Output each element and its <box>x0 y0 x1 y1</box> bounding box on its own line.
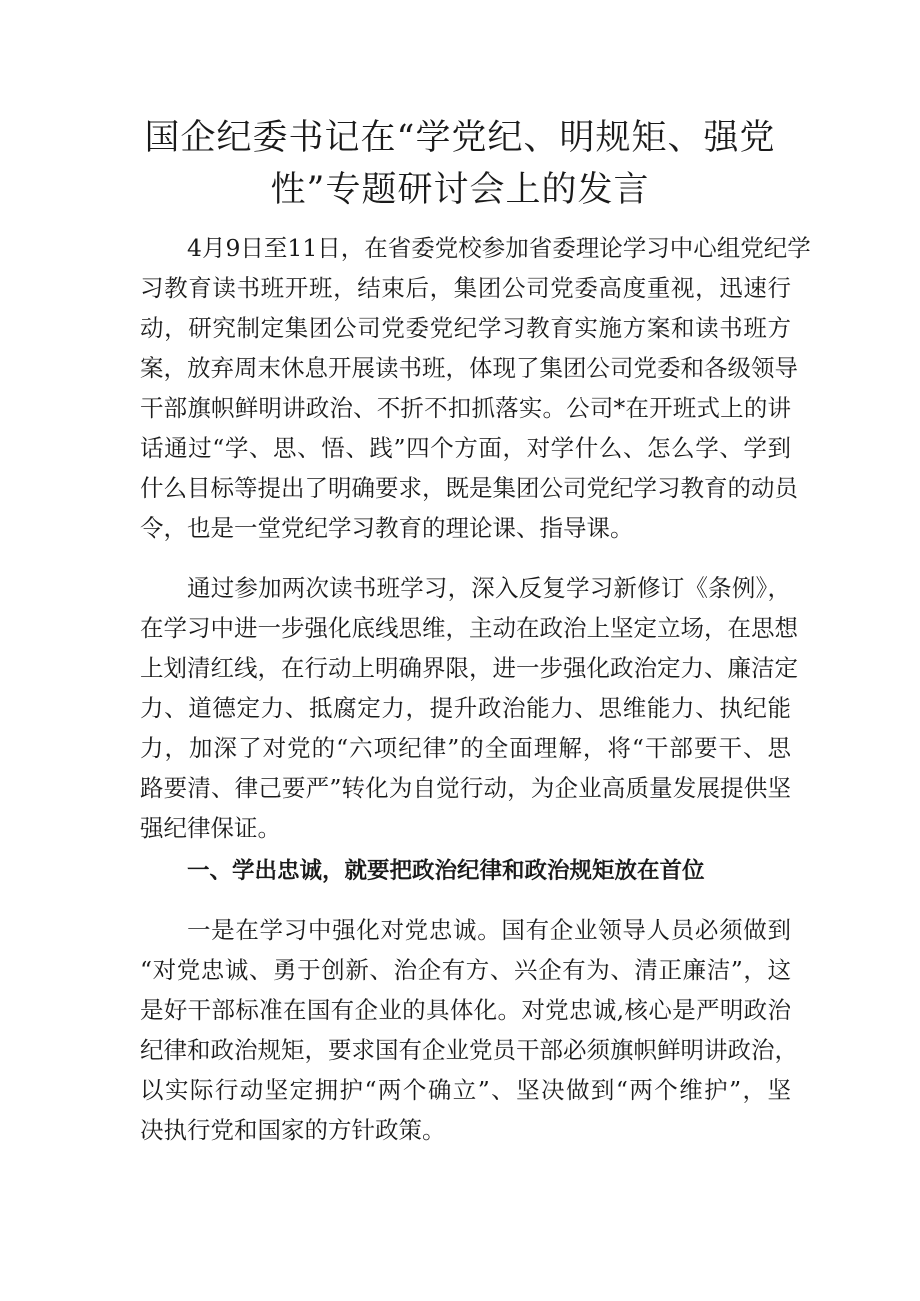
paragraph-line: 话通过“学、思、悟、践”四个方面，对学什么、怎么学、学到 <box>140 434 791 462</box>
paragraph-line: 力、道德定力、抵腐定力，提升政治能力、思维能力、执纪能 <box>140 694 791 722</box>
document-title-line-2: 性”专题研讨会上的发言 <box>270 170 650 210</box>
paragraph-line: 4月9日至11日，在省委党校参加省委理论学习中心组党纪学 <box>187 234 811 262</box>
paragraph-line: “对党忠诚、勇于创新、治企有方、兴企有为、清正廉洁”，这 <box>140 956 791 984</box>
paragraph-line: 是好干部标准在国有企业的具体化。对党忠诚,核心是严明政治 <box>140 996 791 1024</box>
paragraph-line: 干部旗帜鲜明讲政治、不折不扣抓落实。公司*在开班式上的讲 <box>140 394 791 422</box>
paragraph-line: 令，也是一堂党纪学习教育的理论课、指导课。 <box>140 514 634 542</box>
paragraph-line: 纪律和政治规矩，要求国有企业党员干部必须旗帜鲜明讲政治， <box>140 1036 798 1064</box>
paragraph-line: 在学习中进一步强化底线思维，主动在政治上坚定立场，在思想 <box>140 614 798 642</box>
paragraph-line: 力，加深了对党的“六项纪律”的全面理解，将“干部要干、思 <box>140 734 791 762</box>
paragraph-line: 路要清、律己要严”转化为自觉行动，为企业高质量发展提供坚 <box>140 774 791 802</box>
document-title-line-1: 国企纪委书记在“学党纪、明规矩、强党 <box>144 118 776 158</box>
paragraph-line: 动，研究制定集团公司党委党纪学习教育实施方案和读书班方 <box>140 314 791 342</box>
paragraph-line: 习教育读书班开班，结束后，集团公司党委高度重视，迅速行 <box>140 274 791 302</box>
paragraph-line: 通过参加两次读书班学习，深入反复学习新修订《条例》， <box>187 574 791 602</box>
paragraph-line: 什么目标等提出了明确要求，既是集团公司党纪学习教育的动员 <box>140 474 798 502</box>
paragraph-line: 强纪律保证。 <box>140 814 281 842</box>
paragraph-line: 上划清红线，在行动上明确界限，进一步强化政治定力、廉洁定 <box>140 654 798 682</box>
paragraph-line: 以实际行动坚定拥护“两个确立”、坚决做到“两个维护”，坚 <box>140 1076 791 1104</box>
paragraph-line: 一是在学习中强化对党忠诚。国有企业领导人员必须做到 <box>187 916 791 944</box>
paragraph-line: 决执行党和国家的方针政策。 <box>140 1116 446 1144</box>
section-heading: 一、学出忠诚，就要把政治纪律和政治规矩放在首位 <box>187 858 705 884</box>
paragraph-line: 案，放弃周末休息开展读书班，体现了集团公司党委和各级领导 <box>140 354 798 382</box>
